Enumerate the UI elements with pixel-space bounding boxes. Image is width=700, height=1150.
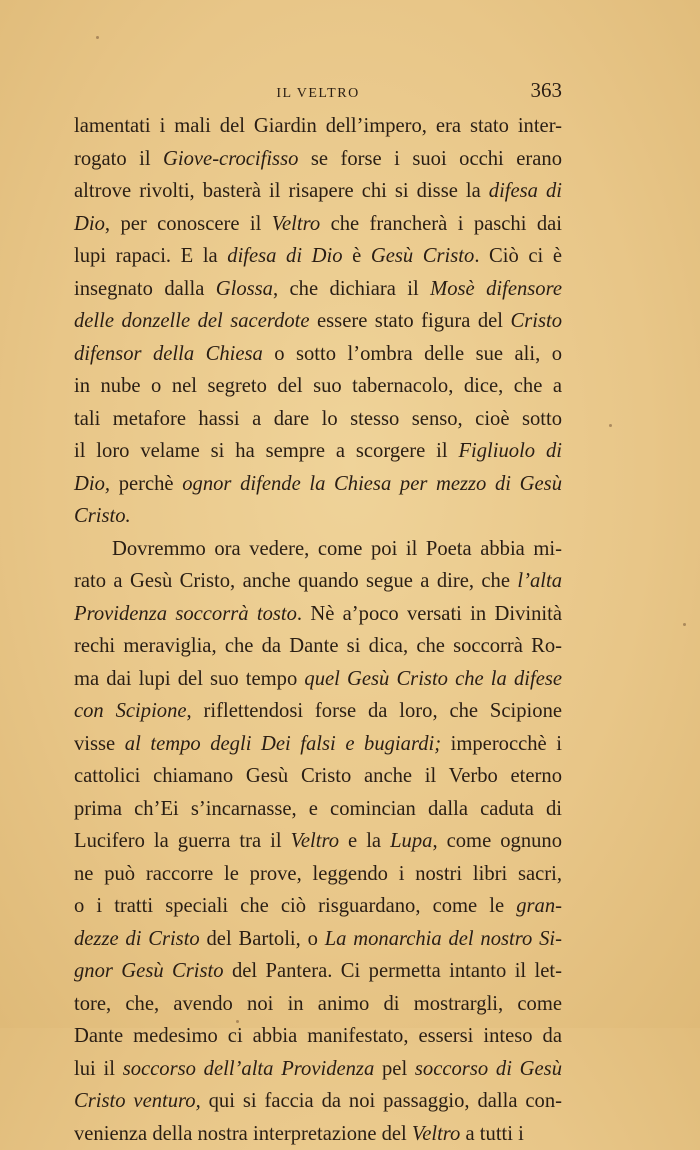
text-span: , per conoscere il: [105, 213, 272, 235]
text-span: rechi meraviglia, che da Dante si dica, che soccorrà Ro-: [74, 635, 562, 657]
text-line: [74, 435, 562, 468]
text-span: o i tratti speciali che ciò risguardano, come le: [74, 895, 516, 917]
italic-text-span: Glossa: [216, 278, 273, 300]
italic-text-span: Veltro: [272, 213, 320, 235]
text-span: prima ch’Ei s’incarnasse, e comincian dalla caduta di: [74, 798, 562, 820]
text-line: [74, 338, 562, 371]
text-line: [74, 988, 562, 1021]
text-line: [74, 890, 562, 923]
text-span: ma dai lupi del suo tempo: [74, 668, 304, 690]
text-line: [74, 663, 562, 696]
text-span: se forse i suoi occhi erano: [298, 148, 562, 170]
text-span: o sotto l’ombra delle sue ali, o: [263, 343, 562, 365]
text-span: cattolici chiamano Gesù Cristo anche il Verbo eterno: [74, 765, 562, 787]
italic-text-span: difesa di: [489, 180, 562, 202]
italic-text-span: Gesù Cristo: [371, 245, 474, 267]
italic-text-span: soccorso di Gesù: [415, 1058, 562, 1080]
text-line: [74, 760, 562, 793]
text-line: [74, 305, 562, 338]
paper-speck: [236, 1020, 239, 1023]
text-span: è: [343, 245, 371, 267]
italic-text-span: La monarchia del nostro Si-: [325, 928, 562, 950]
text-line: [74, 110, 562, 143]
italic-text-span: gnor Gesù Cristo: [74, 960, 224, 982]
text-line: [74, 1053, 562, 1086]
text-span: tore, che, avendo noi in animo di mostrargli, come: [74, 993, 562, 1015]
text-span: lupi rapaci. E la: [74, 245, 227, 267]
italic-text-span: Veltro: [291, 830, 339, 852]
text-span: perchè: [110, 473, 182, 495]
text-span: e la: [339, 830, 390, 852]
text-line: [74, 175, 562, 208]
italic-text-span: Lupa: [390, 830, 432, 852]
text-line: [74, 1020, 562, 1053]
italic-text-span: gran-: [516, 895, 562, 917]
text-span: lui il: [74, 1058, 123, 1080]
text-line: [74, 565, 562, 598]
italic-text-span: Veltro: [412, 1123, 460, 1145]
text-span: a tutti i: [460, 1123, 524, 1145]
text-line: [74, 370, 562, 403]
page-number: 363: [531, 78, 563, 103]
text-span: che francherà i paschi dai: [320, 213, 562, 235]
text-span: Lucifero la guerra tra il: [74, 830, 291, 852]
italic-text-span: quel Gesù Cristo che la difese: [304, 668, 562, 690]
text-span: in nube o nel segreto del suo tabernacolo, dice, che a: [74, 375, 562, 397]
text-line: [74, 630, 562, 663]
text-line: [74, 728, 562, 761]
text-line: [74, 208, 562, 241]
text-line: [74, 273, 562, 306]
text-span: del Bartoli, o: [200, 928, 325, 950]
italic-text-span: Cristo venturo,: [74, 1090, 201, 1112]
text-span: , che dichiara il: [273, 278, 430, 300]
text-line: [74, 825, 562, 858]
text-span: , riflettendosi forse da loro, che Scipione: [187, 700, 562, 722]
text-span: altrove rivolti, basterà il risapere chi si disse la: [74, 180, 489, 202]
text-span: il loro velame si ha sempre a scorgere il: [74, 440, 458, 462]
text-span: tali metafore hassi a dare lo stesso senso, cioè sotto: [74, 408, 562, 430]
paper-speck: [96, 36, 99, 39]
text-span: imperocchè i: [441, 733, 562, 755]
text-span: ne può raccorre le prove, leggendo i nostri libri sacri,: [74, 863, 562, 885]
text-span: insegnato dalla: [74, 278, 216, 300]
italic-text-span: difensor della Chiesa: [74, 343, 263, 365]
running-head: IL VELTRO: [74, 86, 562, 102]
text-span: del Pantera. Ci permetta intanto il let-: [224, 960, 562, 982]
text-line: [74, 923, 562, 956]
italic-text-span: difesa di Dio: [227, 245, 342, 267]
italic-text-span: l’alta: [517, 570, 562, 592]
text-line: [74, 695, 562, 728]
italic-text-span: con Scipione: [74, 700, 187, 722]
text-span: visse: [74, 733, 125, 755]
text-line: [74, 403, 562, 436]
paper-speck: [609, 424, 612, 427]
text-line: [74, 598, 562, 631]
text-line: [74, 533, 562, 566]
text-line: [74, 240, 562, 273]
italic-text-span: ognor difende la Chiesa per mezzo di Gesù: [182, 473, 562, 495]
text-span: venienza della nostra interpretazione del: [74, 1123, 412, 1145]
text-line: [74, 1085, 562, 1118]
text-span: rogato il: [74, 148, 163, 170]
text-span: . Nè a’poco versati in Divinità: [297, 603, 562, 625]
text-span: essere stato figura del: [310, 310, 511, 332]
italic-text-span: Giove-crocifisso: [163, 148, 298, 170]
text-span: , come ognuno: [432, 830, 562, 852]
paper-speck: [683, 623, 686, 626]
italic-text-span: soccorso dell’alta Providenza: [123, 1058, 375, 1080]
text-span: . Ciò ci è: [474, 245, 562, 267]
italic-text-span: dezze di Cristo: [74, 928, 200, 950]
text-span: pel: [374, 1058, 415, 1080]
italic-text-span: Figliuolo di: [458, 440, 562, 462]
text-span: Dante medesimo ci abbia manifestato, essersi inteso da: [74, 1025, 562, 1047]
text-span: Dovremmo ora vedere, come poi il Poeta abbia mi-: [112, 538, 562, 560]
text-line: [74, 500, 562, 533]
italic-text-span: delle donzelle del sacerdote: [74, 310, 310, 332]
italic-text-span: Cristo: [510, 310, 562, 332]
text-line: [74, 858, 562, 891]
text-line: [74, 468, 562, 501]
italic-text-span: Mosè difensore: [430, 278, 562, 300]
page-header: [74, 78, 562, 106]
text-line: [74, 143, 562, 176]
italic-text-span: Providenza soccorrà tosto: [74, 603, 297, 625]
text-span: rato a Gesù Cristo, anche quando segue a dire, che: [74, 570, 517, 592]
text-span: qui si faccia da noi passaggio, dalla con-: [201, 1090, 562, 1112]
italic-text-span: al tempo degli Dei falsi e bugiardi;: [125, 733, 441, 755]
text-line: [74, 793, 562, 826]
body-text: [74, 110, 562, 1150]
text-line: [74, 955, 562, 988]
italic-text-span: Dio,: [74, 473, 110, 495]
italic-text-span: Dio: [74, 213, 105, 235]
text-span: lamentati i mali del Giardin dell’impero, era stato inter-: [74, 115, 562, 137]
text-line: [74, 1118, 562, 1150]
italic-text-span: Cristo.: [74, 505, 131, 527]
